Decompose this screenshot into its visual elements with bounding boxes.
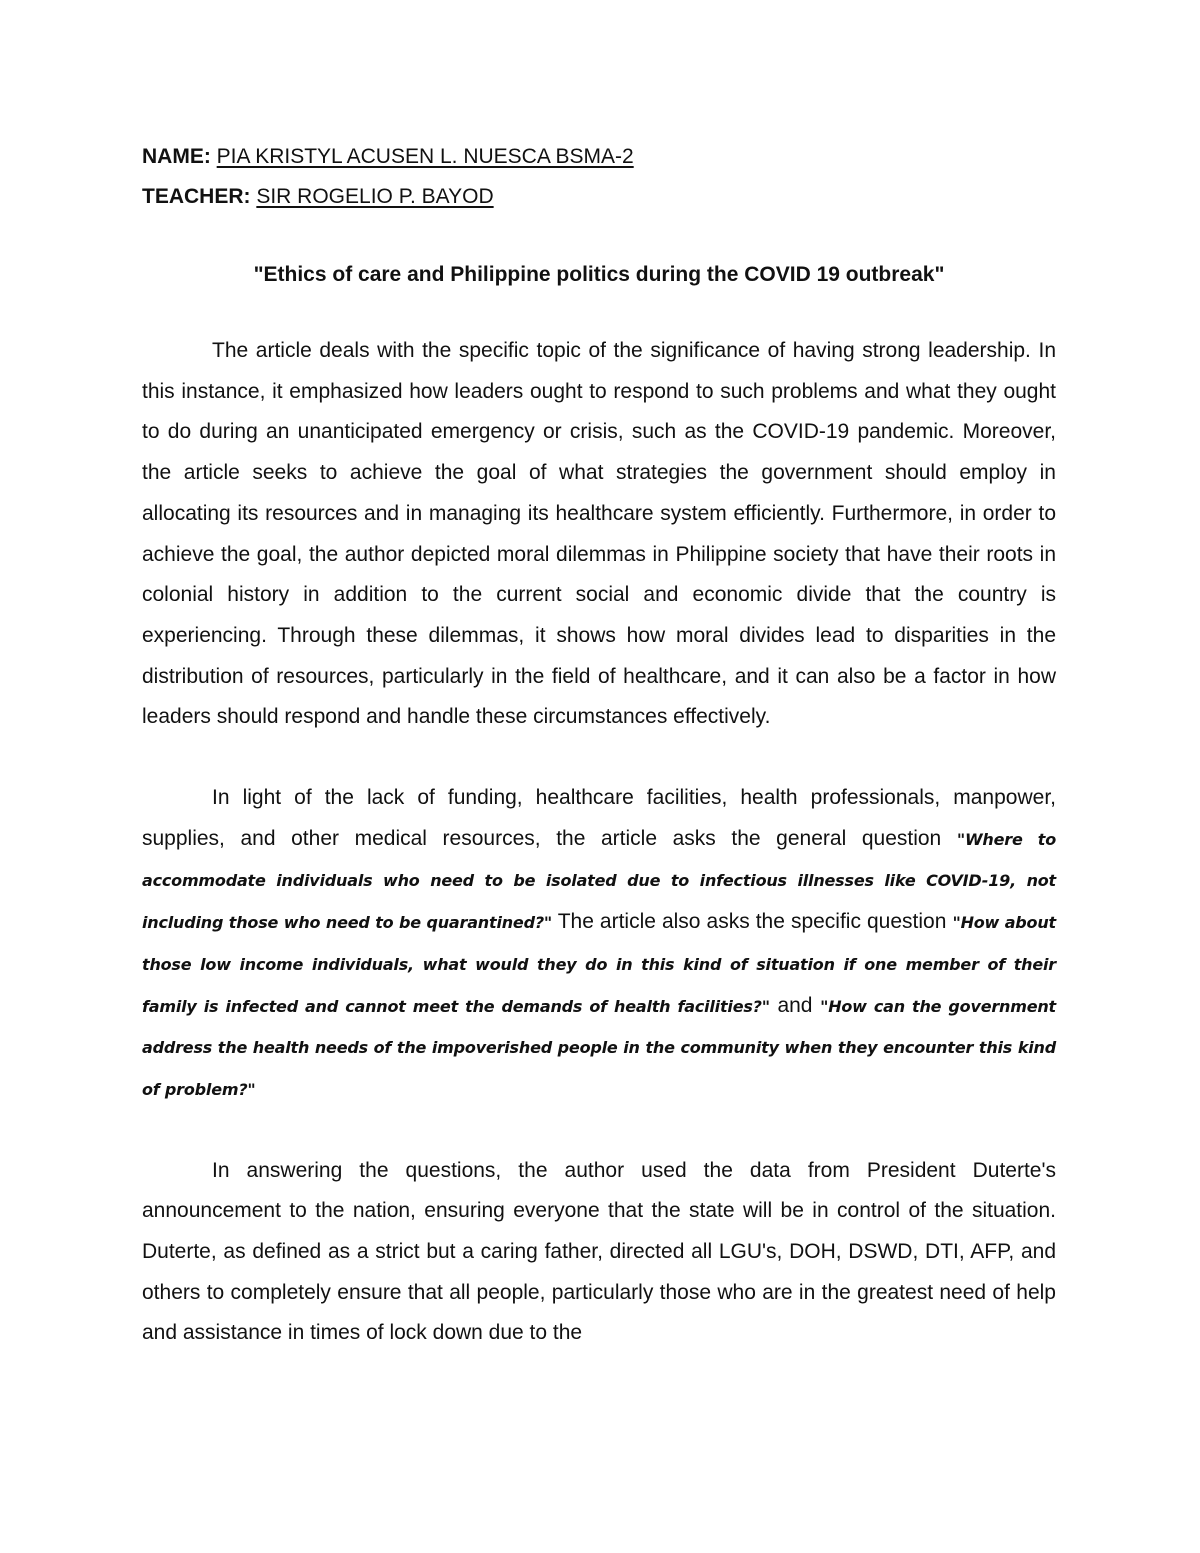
student-name: PIA KRISTYL ACUSEN L. NUESCA BSMA-2 (216, 145, 634, 168)
name-line (142, 142, 1056, 182)
paragraph-2 (142, 778, 1056, 1111)
paragraph-2-joiner: and (769, 993, 821, 1017)
paragraph-1: The article deals with the specific topic of the significance of having strong leadership. In this instance, it emphasized how leaders ought to respond to such problems and what they ought to do during an unanticipated emergency or crisis, such as the COVID-19 pandemic. Moreover, the article seeks to achieve the goal of what strategies the government should employ in allocating its resources and in managing its healthcare system efficiently. Furthermore, in order to achieve the goal, the author depicted moral dilemmas in Philippine society that have their roots in colonial history in addition to the current social and economic divide that the country is experiencing. Through these dilemmas, it shows how moral divides lead to disparities in the distribution of resources, particularly in the field of healthcare, and it can also be a factor in how leaders should respond and handle these circumstances effectively. (142, 339, 1056, 729)
teacher-line (142, 182, 1056, 222)
government-question-quote: "How can the government address the health needs of the impoverished people in the community when they encounter this kind of problem?" (142, 996, 1056, 1099)
teacher-label: TEACHER: (142, 185, 251, 208)
paragraph-2-middle: The article also asks the specific question (552, 910, 953, 934)
teacher-name: SIR ROGELIO P. BAYOD (256, 185, 494, 208)
document-body (142, 142, 1056, 1354)
specific-question-quote: "How about those low income individuals, what would they do in this kind of situation if one member of their family is infected and cannot meet the demands of health facilities?" (142, 913, 1056, 1016)
document-title: "Ethics of care and Philippine politics during the COVID 19 outbreak" (253, 263, 945, 286)
paragraph-2-intro: In light of the lack of funding, healthcare facilities, health professionals, manpower, supplies, and other medical resources, the article asks the general question (142, 786, 1056, 850)
paragraph-3: In answering the questions, the author used the data from President Duterte's announcement to the nation, ensuring everyone that the state will be in control of the situation. Duterte, as defined as a strict but a caring father, directed all LGU's, DOH, DSWD, DTI, AFP, and others to completely ensure that all people, particularly those who are in the greatest need of help and assistance in times of lock down due to the (142, 1158, 1056, 1345)
name-label: NAME: (142, 145, 211, 168)
general-question-quote: "Where to accommodate individuals who need to be isolated due to infectious illnesses like COVID-19, not including those who need to be quarantined?" (142, 829, 1056, 933)
